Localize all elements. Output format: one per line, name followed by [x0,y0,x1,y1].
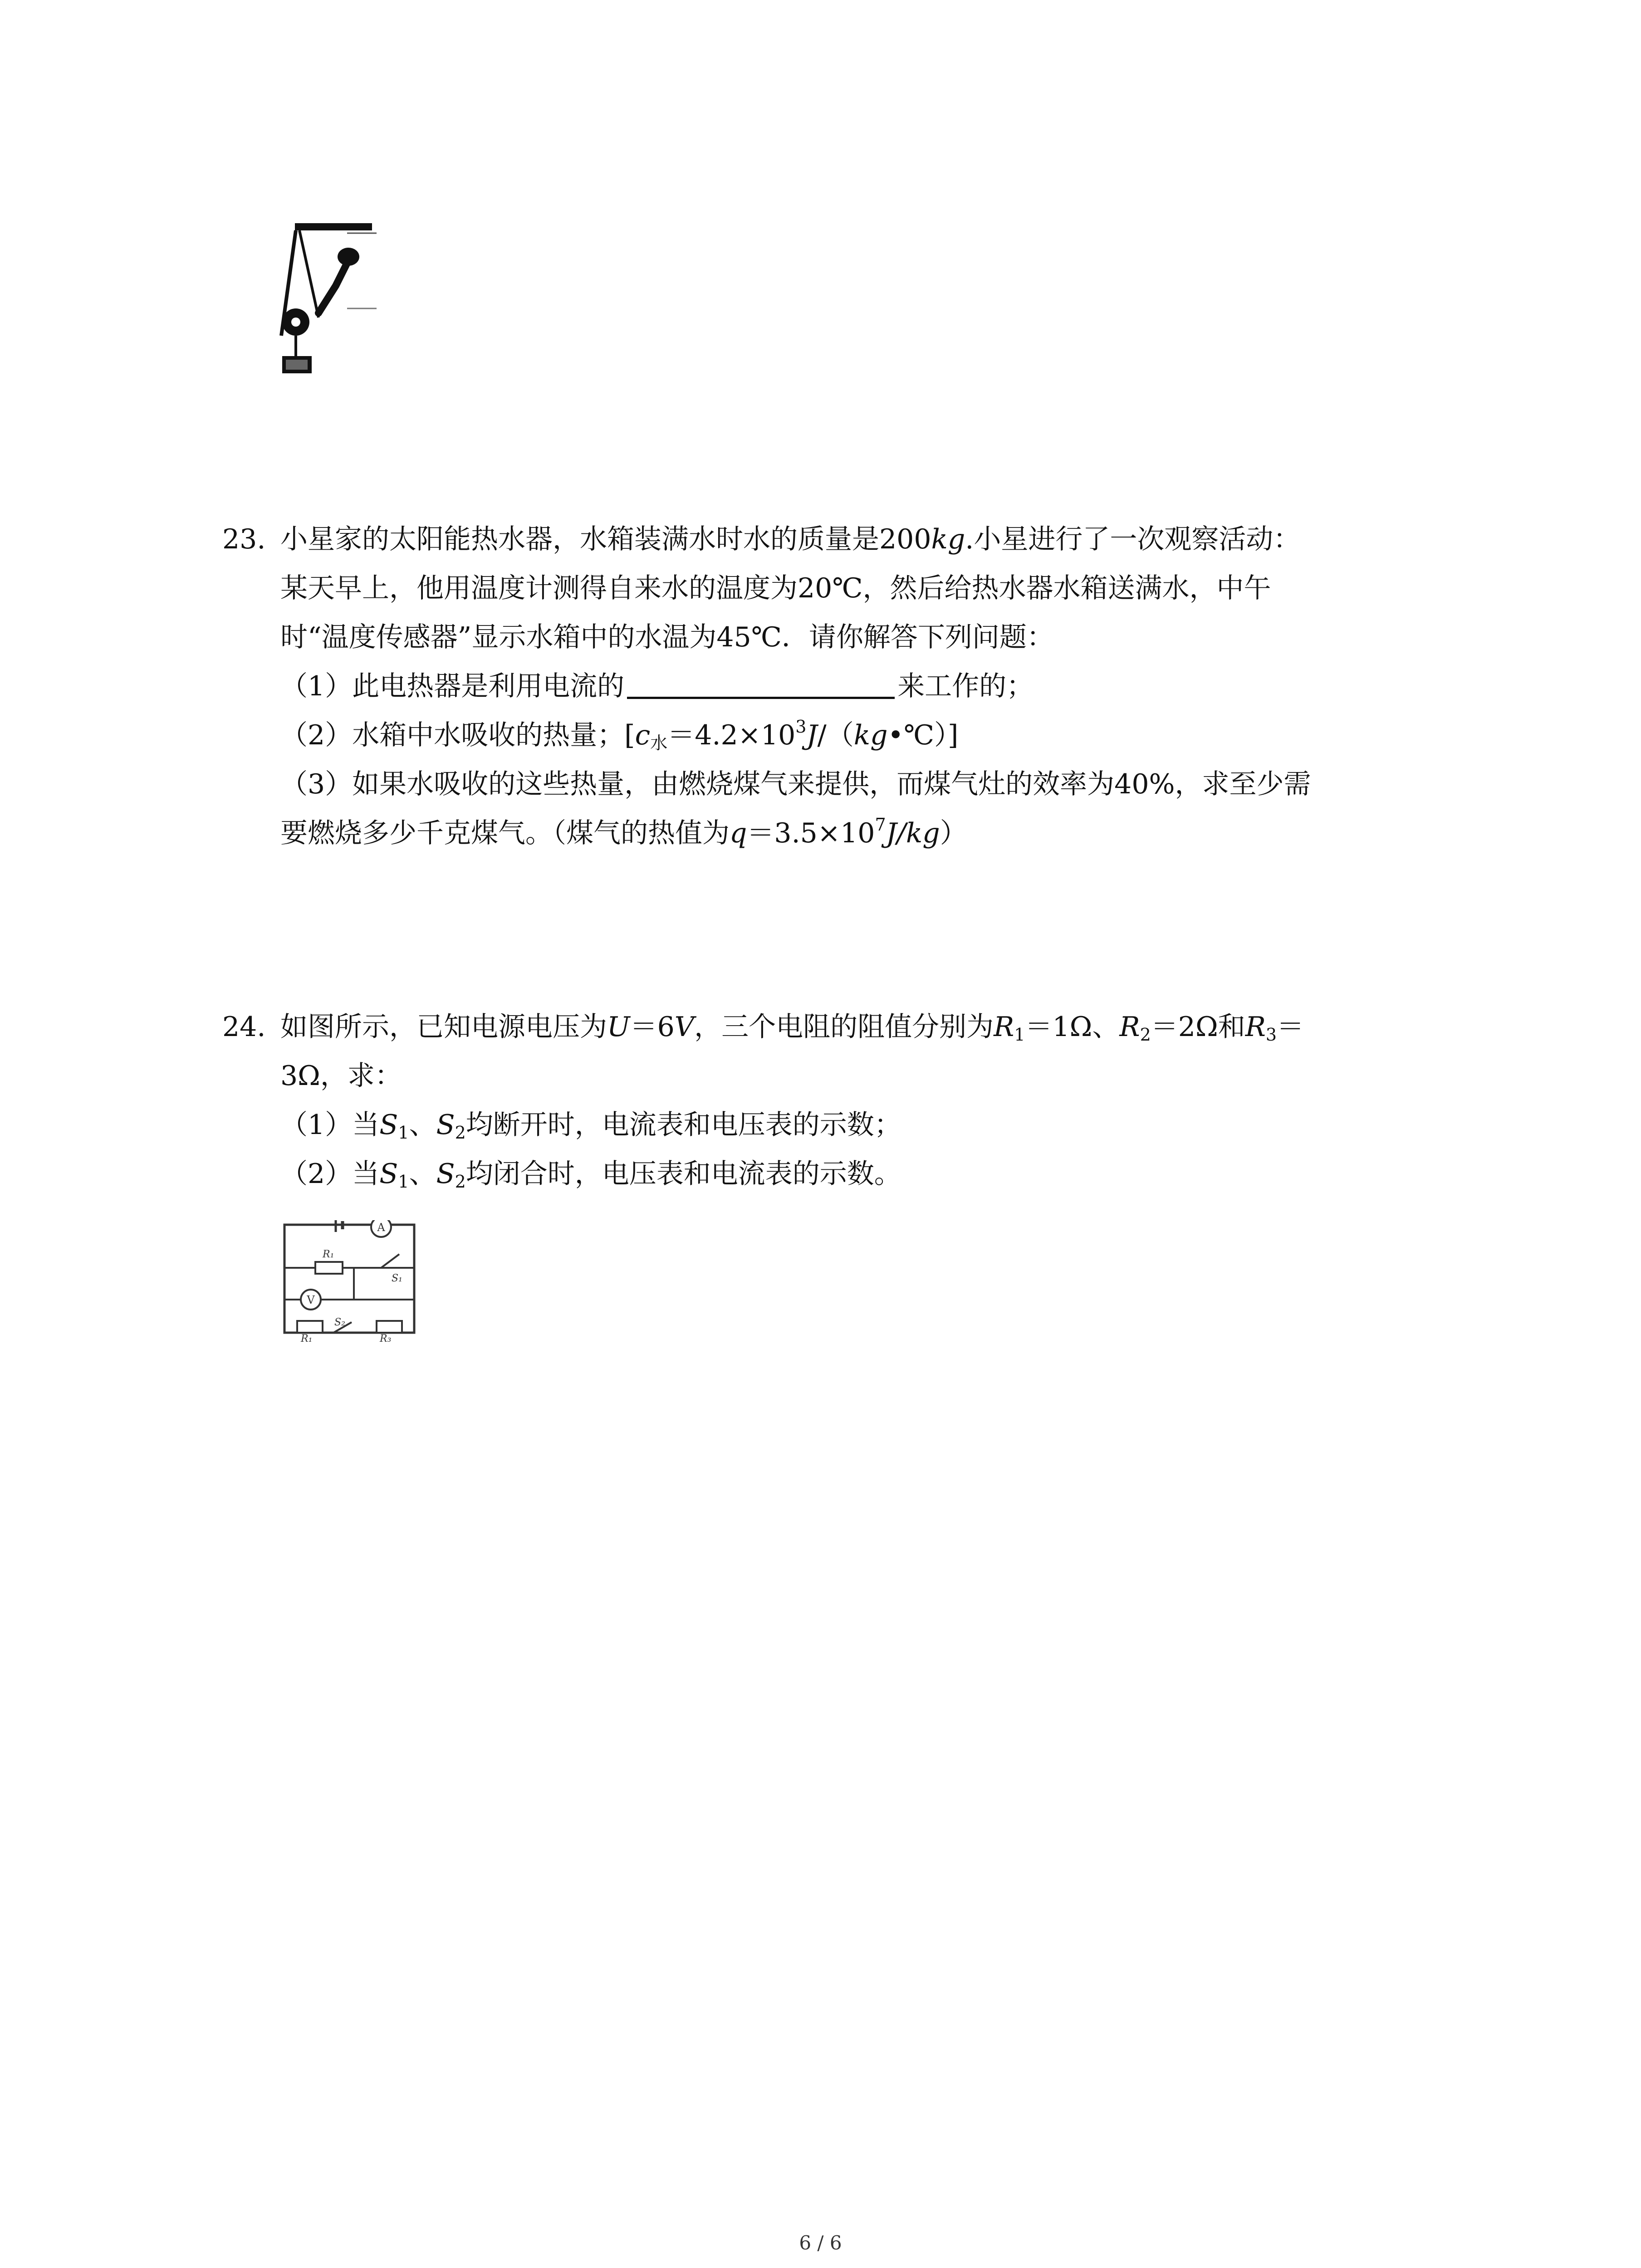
question-number: 23. [222,523,266,555]
q23-line2: 某天早上，他用温度计测得自来水的温度为20℃，然后给热水器水箱送满水，中午 [280,572,1271,604]
r1-value: ＝1Ω、 [1025,1011,1120,1043]
r1-top-label: R₁ [323,1249,334,1260]
q24-part2-text: （2）当 [280,1158,380,1190]
var-r: R [1245,1011,1266,1043]
unit-j: J [806,719,818,751]
sub-2: 2 [455,1123,466,1143]
sub-water: 水 [650,733,668,753]
unit-j-per-kg: J/kg [886,817,940,849]
separator: 、 [409,1109,436,1141]
q23-line1-tail: .小星进行了一次观察活动： [965,523,1301,555]
var-u: U [607,1011,630,1043]
q24-line1: 如图所示，已知电源电压为 [280,1011,607,1043]
question-24 [222,1002,1447,1198]
sub-1: 1 [398,1123,409,1143]
var-s: S [436,1158,455,1190]
page-number: 6 / 6 [799,2232,842,2254]
q23-part3-value: ＝3.5×10 [747,817,875,849]
var-q: q [730,817,747,849]
sub-3: 3 [1265,1025,1277,1045]
r2-value: ＝2Ω和 [1151,1011,1245,1043]
unit-kg: kg [853,719,888,751]
q23-part1-tail: 来工作的； [897,670,1034,702]
q24-line1-mid: ，三个电阻的阻值分别为 [694,1011,994,1043]
var-s: S [379,1158,398,1190]
r3-equals: ＝ [1277,1011,1304,1043]
answer-blank[interactable] [627,670,895,699]
var-s: S [379,1109,398,1141]
voltmeter-label: V [307,1294,315,1306]
q23-part3-line1: （3）如果水吸收的这些热量，由燃烧煤气来提供，而煤气灶的效率为40%，求至少需 [280,768,1311,800]
q24-part1-tail: 均断开时，电流表和电压表的示数； [465,1109,901,1141]
var-s: S [436,1109,455,1141]
s1-label: S₁ [392,1273,402,1284]
q24-part1-text: （1）当 [280,1109,380,1141]
s2-label: S₂ [334,1317,345,1328]
q24-part2-tail: 均闭合时，电压表和电流表的示数。 [465,1158,901,1190]
q23-part3-end: ） [940,817,967,849]
circuit-figure [279,1220,420,1343]
exponent: 7 [875,815,886,835]
q23-line3: 时“温度传感器”显示水箱中的水温为45℃．请你解答下列问题： [280,621,1054,653]
var-r: R [994,1011,1014,1043]
q23-unit-kg: kg [931,523,965,555]
var-c: c [635,719,651,751]
r3-label: R₃ [380,1333,392,1343]
q24-voltage: ＝6 [630,1011,675,1043]
r1-bottom-label: R₁ [301,1333,313,1343]
q23-part2-value: ＝4.2×10 [667,719,796,751]
separator: 、 [409,1158,436,1190]
sub-1: 1 [398,1172,409,1192]
unit-v: V [674,1011,695,1043]
question-number: 24. [222,1011,266,1043]
unit-sep: /（ [817,719,854,751]
var-r: R [1119,1011,1140,1043]
q23-part2-end: •℃）] [887,719,959,751]
q24-line2: 3Ω，求： [280,1060,402,1092]
sub-2: 2 [1140,1025,1151,1045]
sub-2: 2 [455,1172,466,1192]
q23-part3-line2: 要燃烧多少千克煤气。（煤气的热值为 [280,817,730,849]
pulley-figure [268,218,381,381]
ammeter-label: A [377,1221,385,1234]
exponent: 3 [795,717,807,737]
q23-part1-text: （1）此电热器是利用电流的 [280,670,625,702]
q23-part2-text: （2）水箱中水吸收的热量；[ [280,719,635,751]
sub-1: 1 [1014,1025,1025,1045]
question-23 [222,515,1447,858]
q23-line1: 小星家的太阳能热水器，水箱装满水时水的质量是200 [280,523,931,555]
